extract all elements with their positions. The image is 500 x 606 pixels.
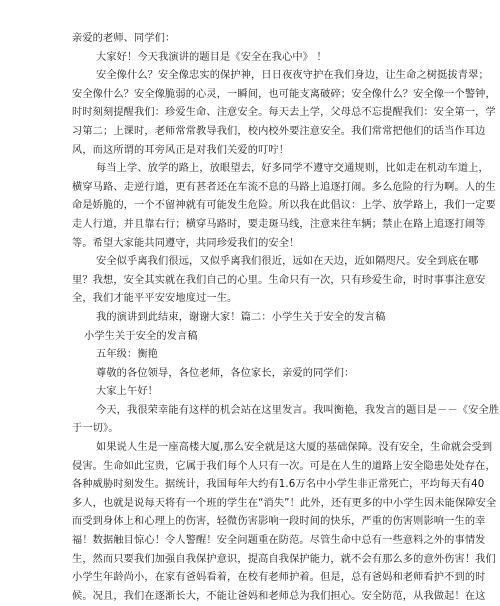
text-line: 尊敬的各位领导，各位老师，各位家长，亲爱的同学们：: [96, 367, 355, 379]
text-line: 每当上学、放学的路上，放眼望去，好多同学不遵守交通规则，比如走在机动车道上，: [96, 163, 489, 175]
text-line: 我的演讲到此结束，谢谢大家！篇二：小学生关于安全的发言稿: [96, 311, 386, 323]
text-line: 五年级：衡艳: [96, 349, 159, 361]
text-line: 侵害。生命如此宝贵，它属于我们每个人只有一次。可是在人生的道路上安全隐患处处存在，: [72, 460, 496, 472]
text-line: 生，然而只要我们加强自我保护意识，提高自我保护能力，就不会有那么多的意外伤害！我们: [72, 553, 496, 565]
text-line: 大家上午好！: [96, 386, 159, 398]
text-line: 等。希望大家能共同遵守，共同珍爱我们的安全！: [72, 237, 300, 249]
text-line: 全，我们才能平平安安地度过一生。: [72, 293, 238, 305]
text-line: 候。况且，我们在逐渐长大，不能让爸妈和老师总为我们担心。安全防范，从我做起！在这: [72, 590, 486, 602]
text-line: 多人，也就是说每天将有一个班的学生在“消失”！此外，还有更多的中小学生因未能保障安全: [72, 497, 497, 509]
text-line: 时时刻刻提醒我们：珍爱生命、注意安全。每天去上学，父母总不忘提醒我们：安全第一，学: [72, 107, 496, 119]
document-body: [72, 30, 500, 606]
text-line: 命是娇脆的，一个不留神就有可能发生危险。所以我在此倡议：上学、放学路上，我们一定要: [72, 200, 496, 212]
text-line: 安全似乎离我们很远，又似乎离我们很近，远如在天边，近如隔咫尺。安全到底在哪: [96, 256, 479, 268]
text-line: 亲爱的老师、同学们：: [72, 33, 176, 44]
text-line: 今天，我很荣幸能有这样的机会站在这里发言。我叫衡艳，我发言的题目是－－《安全胜: [96, 404, 500, 416]
text-line: 安全像什么？安全像忠实的保护神，日日夜夜守护在我们身边，让生命之树挺拔青翠；: [96, 70, 489, 82]
text-line: 大家好！今天我演讲的题目是《安全在我心中》 ！: [96, 51, 327, 63]
text-line: 风，而这所谓的耳旁风正是对我们关爱的叮咛！: [72, 144, 290, 156]
text-line: 于一切》。: [72, 423, 119, 435]
text-line: 里？我想，安全其实就在我们自己的心里。生命只有一次，只有珍爱生命，时时事事注意安: [72, 274, 486, 286]
text-line: 横穿马路、走逆行道，更有甚者还在车流不息的马路上追逐打闹。多么危险的行为啊。人的生: [72, 181, 496, 193]
text-line: 走人行道，并且靠右行；横穿马路时，要走斑马线，注意来往车辆；禁止在路上追逐打闹等: [72, 218, 486, 230]
text-line: 小学生年龄尚小，在家有爸妈看着，在校有老师护着。但是，总有爸妈和老师看护不到的时: [72, 572, 486, 584]
text-line: 安全像什么？安全像脆弱的心灵，一瞬间，也可能支离破碎；安全像什么？安全像一个警钟，: [72, 88, 496, 100]
text-line: 各种威胁时刻发生。据统计，我国每年大约有1.6万名中小学生非正常死亡，平均每天有40: [72, 479, 485, 491]
text-line: 如果说人生是一座高楼大厦,那么安全就是这大厦的基础保障。没有安全，生命就会受到: [96, 442, 493, 454]
text-line: 而受到身体上和心理上的伤害，轻微伤害影响一段时间的快乐，严重的伤害则影响一生的幸: [72, 516, 486, 528]
text-line: 小学生关于安全的发言稿: [84, 330, 198, 342]
text-line: 习第二；上课时，老师常常教导我们，校内校外要注意安全。我们常常把他们的话当作耳边: [72, 125, 486, 137]
text-line: 福！数据触目惊心！令人警醒！安全问题重在防范。尽管生命中总有一些意料之外的事情发: [72, 535, 486, 547]
